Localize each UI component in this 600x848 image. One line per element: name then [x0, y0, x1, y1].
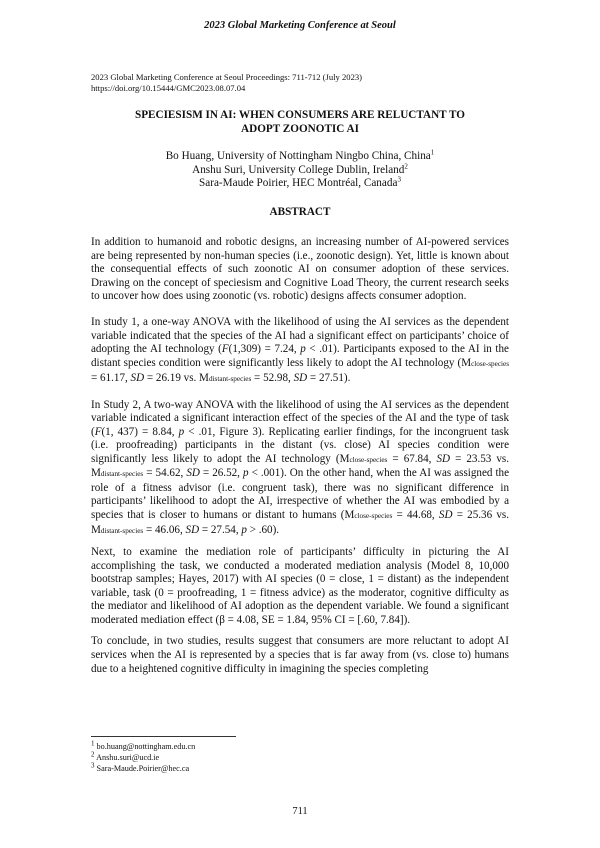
footnote-email[interactable]: Anshu.suri@ucd.ie	[96, 752, 160, 762]
footnote-mark: 2	[404, 161, 408, 170]
footnote-mark: 1	[430, 148, 435, 157]
proceedings-citation: 2023 Global Marketing Conference at Seoul Proceedings: 711-712 (July 2023)	[91, 72, 363, 82]
footnote-2: $^2$ Anshu.suri@ucd.ie	[91, 750, 160, 762]
abstract-body	[91, 236, 509, 689]
paragraph-3: In Study 2, A two-way ANOVA with the likelihood of using the AI services as the dependent variable indicated a significant interaction effect of the species of the AI and the type of task (F(1, 437) = 8.84, p < .01, Figure 3). Replicating earlier findings, for the incongruent task (i.e. proofreading) participants in the distant (vs. close) AI species condition were significantly less likely to adopt the AI technology (Mclose-species = 67.84, SD = 23.53 vs. Mdistant-species = 54.62, SD = 26.52, p < .001). On the other hand, when the AI was assigned the role of a fitness advisor (i.e. congruent task), there was no significant difference in participants’ likelihood to adopt the AI, irrespective of whether the AI was embodied by a species that is closer to humans or distant to humans (Mclose-species = 44.68, SD = 25.36 vs. Mdistant-species = 46.06, SD = 27.54, p > .60).	[91, 398, 510, 536]
paragraph-4: Next, to examine the mediation role of participants’ difficulty in picturing the AI accomplishing the task, we conducted a moderated mediation analysis (Model 8, 10,000 bootstrap samples; Hayes, 2017) with AI species (0 = close, 1 = distant) as the independent variable, task (0 = proofreading, 1 = fitness advice) as the moderator, cognitive difficulty as the mediator and likelihood of AI adoption as the dependent variable. We found a significant moderated mediation effect (β = 4.08, SE = 1.84, 95% CI = [.60, 7.84]).	[91, 546, 509, 626]
author-list	[91, 150, 509, 191]
title-line-1: SPECIESISM IN AI: WHEN CONSUMERS ARE RELUCTANT TO	[134, 109, 465, 121]
author-2: Anshu Suri, University College Dublin, Ireland$^2$	[192, 161, 408, 176]
paragraph-2: In study 1, a one-way ANOVA with the likelihood of using the AI services as the dependent variable indicated that the species of the AI had a significant effect on participants’ choice of adopting the AI technology (F(1,309) = 7.24, p < .01). Participants exposed to the AI in the distant species condition were significantly less likely to adopt the AI technology (Mclose-species = 61.17, SD = 26.19 vs. Mdistant-species = 52.98, SD = 27.51).	[91, 316, 509, 384]
paragraph-5: To conclude, in two studies, results suggest that consumers are more reluctant to adopt AI services when the AI is represented by a species that is far away from (vs. close to) humans due to a heightened cognitive difficulty in imagining the species completing	[91, 635, 509, 675]
footnotes	[91, 739, 196, 774]
footnote-email[interactable]: bo.huang@nottingham.edu.cn	[96, 742, 196, 751]
footnote-1: $^1$ bo.huang@nottingham.edu.cn	[91, 739, 196, 751]
proceedings-info	[91, 72, 362, 94]
author-3: Sara-Maude Poirier, HEC Montréal, Canada$^3$	[199, 175, 401, 190]
running-head: 2023 Global Marketing Conference at Seoul	[204, 20, 396, 31]
abstract-heading: ABSTRACT	[269, 206, 331, 218]
footnote-email[interactable]: Sara-Maude.Poirier@hec.ca	[96, 763, 190, 773]
paragraph-1: In addition to humanoid and robotic designs, an increasing number of AI-powered services are being represented by non-human species (i.e., zoonotic design). Yet, little is known about the consequential effects of such zoonotic AI on consumer adoption of these services. Drawing on the concept of speciesism and Cognitive Load Theory, the current research seeks to uncover how does using zoonotic (vs. robotic) designs affects consumer adoption.	[91, 236, 509, 303]
doi-link[interactable]: https://doi.org/10.15444/GMC2023.08.07.04	[91, 83, 246, 93]
page-number: 711	[292, 806, 308, 817]
paper-title	[91, 108, 509, 136]
title-line-2: ADOPT ZOONOTIC AI	[241, 123, 359, 135]
footnote-mark: 3	[397, 175, 401, 184]
footnote-3: $^3$ Sara-Maude.Poirier@hec.ca	[91, 760, 190, 773]
author-1: Bo Huang, University of Nottingham Ningbo China, China$^1$	[165, 148, 435, 162]
footnote-divider	[91, 736, 236, 737]
